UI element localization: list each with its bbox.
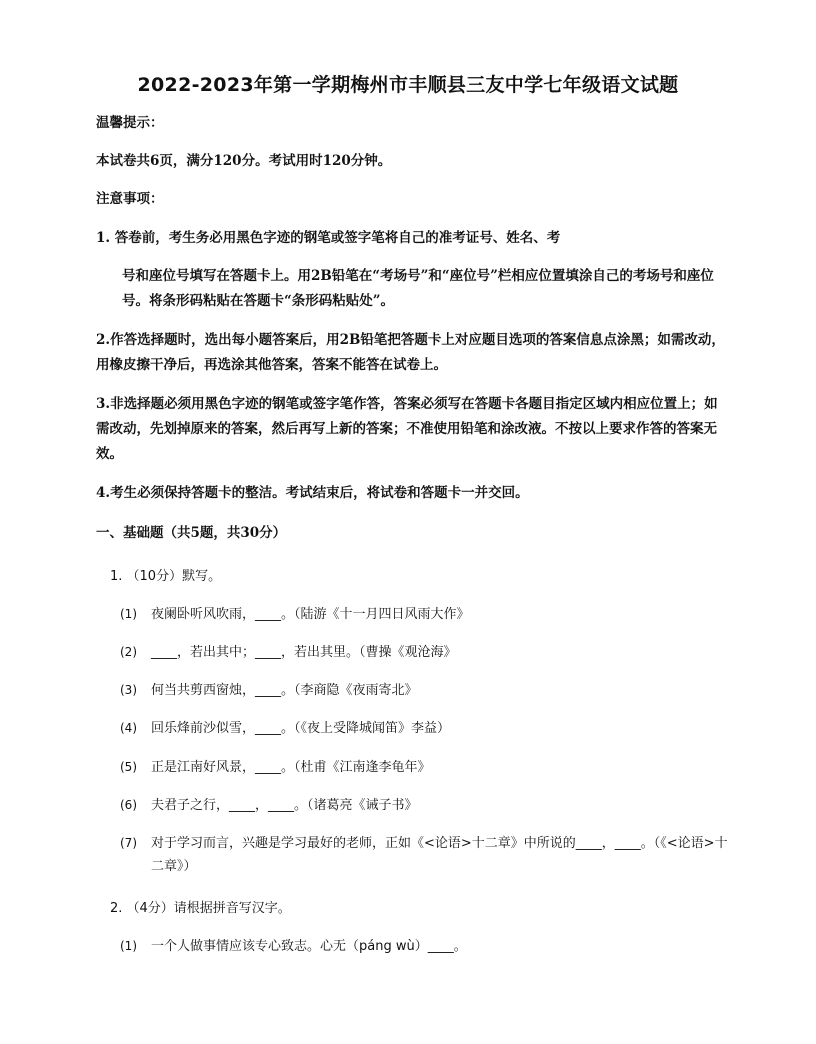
item-text: ____，若出其中；____，若出其里。（曹操《观沧海》 [151,645,457,660]
item-text: 一个人做事情应该专心致志。心无（páng wù）____。 [151,939,467,954]
item-text: 正是江南好风景，____。（杜甫《江南逢李龟年》 [151,760,431,775]
note-1-line-1: 1. 答卷前，考生务必用黑色字迹的钢笔或签字笔将自己的准考证号、姓名、考 [96,230,561,246]
item-number: (3) [120,683,137,697]
question-1-item [120,641,730,664]
question-1-label: 1. （10分）默写。 [110,569,222,584]
item-number: (6) [120,798,137,812]
tip-text: 本试卷共6页，满分120分。考试用时120分钟。 [96,153,392,169]
question-1-item [120,756,730,779]
item-number: (1) [120,939,137,953]
question-1-item [120,832,730,878]
section-1-heading: 一、基础题（共5题，共30分） [96,525,287,541]
item-number: (5) [120,760,137,774]
item-number: (4) [120,721,137,735]
item-number: (1) [120,607,137,621]
item-text: 何当共剪西窗烛，____。（李商隐《夜雨寄北》 [151,683,418,698]
item-text: 对于学习而言，兴趣是学习最好的老师，正如《<论语>十二章》中所说的____，____。（《<论语>十二章》） [151,836,728,874]
note-2: 2.作答选择题时，选出每小题答案后，用2B铅笔把答题卡上对应题目选项的答案信息点涂黑；如需改动，用橡皮擦干净后，再选涂其他答案，答案不能答在试卷上。 [96,332,725,373]
item-text: 夫君子之行，____，____。（诸葛亮《诫子书》 [151,798,418,813]
question-1-item [120,717,730,740]
item-text: 夜阑卧听风吹雨，____。（陆游《十一月四日风雨大作》 [151,607,470,622]
question-2-label: 2. （4分）请根据拼音写汉字。 [110,901,291,916]
item-number: (7) [120,836,137,850]
item-text: 回乐烽前沙似雪，____。（《夜上受降城闻笛》李益） [151,721,451,736]
question-2-item [120,935,730,958]
question-1-item [120,679,730,702]
notes-heading: 注意事项： [96,191,164,207]
question-1-item [120,603,730,626]
question-1-item [120,794,730,817]
note-1-line-2: 号和座位号填写在答题卡上。用2B铅笔在“考场号”和“座位号”栏相应位置填涂自己的考场号和座位号。将条形码粘贴在答题卡“条形码粘贴处”。 [122,268,714,309]
exam-title: 2022-2023年第一学期梅州市丰顺县三友中学七年级语文试题 [137,74,679,96]
tip-heading: 温馨提示： [96,115,164,131]
note-3: 3.非选择题必须用黑色字迹的钢笔或签字笔作答，答案必须写在答题卡各题目指定区域内相应位置上；如需改动，先划掉原来的答案，然后再写上新的答案；不准使用铅笔和涂改液。不按以上要求作答的答案无效。 [96,396,718,462]
item-number: (2) [120,645,137,659]
note-4: 4.考生必须保持答题卡的整洁。考试结束后，将试卷和答题卡一并交回。 [96,485,529,501]
